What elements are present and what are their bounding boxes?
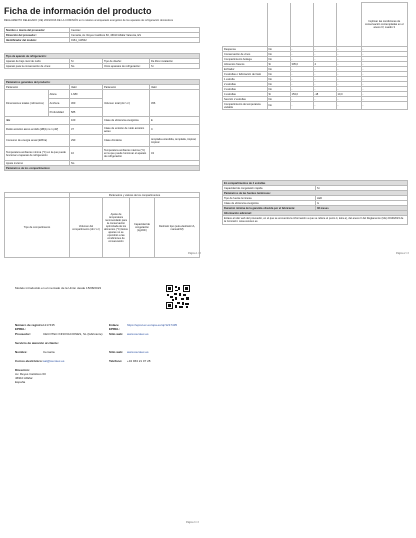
- email-link[interactable]: sat@cecotec.es: [43, 359, 65, 363]
- comp-row-4-defrost: -: [361, 67, 408, 72]
- comp-row-9-yesno: Sí: [267, 92, 290, 97]
- regulation-note: REGLAMENTO DELEGADO (UE) 2019/2016 DE LA COMISIÓN en lo relativo al etiquetado energético de los aparatos de refrigeración domésticos: [4, 19, 174, 22]
- wine-storage-label: Aparato para la conservación de vinos:: [5, 64, 70, 69]
- page-number: Página 3 / 3: [186, 521, 199, 524]
- comp-row-2-yesno: No: [267, 57, 290, 62]
- storage-conditions-head: Implícan las condiciones de conservación contempladas en el anexo IV, cuadro 3: [361, 3, 408, 47]
- comp-row-3-name: Alimentos frescos: [223, 62, 268, 67]
- comp-row-2-freeze: -: [336, 57, 361, 62]
- address-line-2: 46910 Alfafar: [15, 376, 33, 380]
- noise-class-value: C: [150, 125, 200, 135]
- comp-row-3-freeze: -: [336, 62, 361, 67]
- supplier-address-value: Cemarta, Av. Reyes Católicos 60, 46910 Alfafar Valencia, ES: [70, 33, 200, 38]
- width-value: 300: [70, 99, 103, 108]
- page-number: Página 1 / 3: [188, 252, 201, 255]
- noise-value: 37: [70, 125, 103, 135]
- service-name-value: Cemarta: [43, 350, 55, 354]
- comp-row-2-volume: -: [290, 57, 313, 62]
- comp-row-8-name: 3 estrellas: [223, 87, 268, 92]
- supplier-label: Proveedor:: [15, 332, 31, 336]
- comp-row-3-yesno: Sí: [267, 62, 290, 67]
- comp-row-1-name: Conservación de vinos: [223, 52, 268, 57]
- eprel-intro: Modelo introducido en el mercado de la Unión desde 15/08/2023: [15, 286, 102, 290]
- comp-row-0-yesno: No: [267, 47, 290, 52]
- noise-label: Ruido acústico aéreo emitido [dB(A) re 1 pW]: [5, 125, 70, 135]
- comp-row-8-defrost: -: [361, 87, 408, 92]
- comp-row-7-temp: -: [313, 82, 336, 87]
- four-star-section: En compartimentos de 4 estrellas: [223, 181, 408, 186]
- info-row: [15, 332, 205, 341]
- light-section: Parámetros de las fuentes luminosas:: [223, 191, 408, 196]
- dimensions-label: Dimensiones totales (milímetros): [5, 90, 49, 117]
- comp-row-11-defrost: -: [361, 102, 408, 110]
- other-appliance-label: Otros aparatos de refrigeración:: [103, 64, 150, 69]
- comp-row-8-temp: -: [313, 87, 336, 92]
- comp-row-2-name: Compartimiento bodega: [223, 57, 268, 62]
- comp-row-6-temp: -: [313, 77, 336, 82]
- customer-service-label: Servicio de atención al cliente:: [15, 341, 59, 345]
- eprel-number-value: 1217435: [43, 323, 55, 327]
- warranty-value: 36 meses: [316, 206, 408, 211]
- compartments-section: Parámetros de los compartimentos:: [5, 166, 200, 171]
- energy-class-label: Clase de eficiencia energética: [103, 117, 150, 125]
- comp-row-1-yesno: No: [267, 52, 290, 57]
- design-type-value: De libre instalación: [150, 59, 200, 64]
- supplier-name-label: Nombre o marca del proveedor:: [5, 28, 70, 33]
- height-value: 1.680: [70, 90, 103, 99]
- comp-row-3-temp: 4: [313, 62, 336, 67]
- light-type-label: Tipo de fuente luminosa: [223, 196, 316, 201]
- supplier-table: [4, 27, 200, 43]
- info-row: [15, 341, 205, 350]
- comp-row-0-defrost: -: [361, 47, 408, 52]
- depth-label: Profundidad: [48, 108, 69, 117]
- datasheet-page-1: [0, 0, 208, 262]
- annual-energy-label: Consumo de energía anual (kWh/a): [5, 135, 70, 147]
- service-website-link[interactable]: www.cecotec.es: [127, 350, 149, 354]
- climate-class-label: Clase climática:: [103, 135, 150, 147]
- phone-label: Teléfono:: [109, 359, 123, 363]
- light-type-value: LED: [316, 196, 408, 201]
- comp-row-5-temp: -: [313, 72, 336, 77]
- min-temp-label: Temperatura ambiente mínima (°C) en la que puede funcionar el aparato de refrigeración: [5, 147, 70, 161]
- max-temp-label: Temperatura ambiente máxima (°C) en la que puede funcionar el aparato de refrigeración: [103, 147, 150, 161]
- comp-row-1-freeze: -: [336, 52, 361, 57]
- address-label: Dirección:: [15, 368, 30, 372]
- total-volume-label: Volumen total (dm³ o l): [103, 90, 150, 117]
- additional-info-text: Enlace al sitio web del proveedor, en el que se encuentra la información a que se refiere el punto 4, letra a), del anexo II del Reglamento (UE) 2019/2023 de la Comisión: www.cecotec.es: [223, 216, 408, 225]
- four-star-table: [222, 180, 408, 225]
- page-title: Ficha de información del producto: [4, 6, 152, 16]
- wine-storage-value: No: [70, 64, 103, 69]
- service-website-label: Sitio web:: [109, 350, 124, 354]
- comp-row-5-freeze: -: [336, 72, 361, 77]
- noise-class-label: Clase de emisión de ruido acústico aéreo: [103, 125, 150, 135]
- depth-value: 585: [70, 108, 103, 117]
- comp-row-0-volume: -: [290, 47, 313, 52]
- comp-row-8-yesno: No: [267, 87, 290, 92]
- comp-row-6-freeze: -: [336, 77, 361, 82]
- eprel-link[interactable]: https://eprel.ec.europa.eu/qr/1217435: [127, 323, 178, 327]
- fast-freeze-value: Sí: [316, 186, 408, 191]
- comp-defrost-head: Deshielo tipo (auto-deshielo=A, manual=M): [155, 198, 200, 258]
- appliance-type-table: [4, 53, 200, 69]
- comp-row-0-name: Despensa: [223, 47, 268, 52]
- comp-row-4-temp: -: [313, 67, 336, 72]
- comp-row-7-name: 2 estrellas: [223, 82, 268, 87]
- comp-row-6-name: 1 estrella: [223, 77, 268, 82]
- design-type-label: Tipo de diseño:: [103, 59, 150, 64]
- info-row: [15, 323, 205, 332]
- comp-row-7-freeze: -: [336, 82, 361, 87]
- comp-row-7-yesno: No: [267, 82, 290, 87]
- eei-value: 100: [70, 117, 103, 125]
- total-volume-value: 456: [150, 90, 200, 117]
- fast-freeze-label: Capacidad de congelación rápida: [223, 186, 316, 191]
- comp-row-11-name: Compartimiento de temperatura variable: [223, 102, 268, 110]
- general-params-section: Parámetros generales del producto:: [5, 80, 200, 85]
- light-class-label: Clase de eficiencia energética: [223, 201, 316, 206]
- comp-row-5-yesno: No: [267, 72, 290, 77]
- comp-row-9-volume: 153,0: [290, 92, 313, 97]
- eprel-info-block: [15, 323, 205, 384]
- datasheet-page-3: [0, 275, 416, 538]
- low-noise-value: Sí: [70, 59, 103, 64]
- model-id-label: Identificador del modelo:: [5, 38, 70, 43]
- compartment-group-header: Parámetros y valores de los compartimentos: [70, 193, 200, 198]
- page-number: Página 2 / 3: [396, 252, 409, 255]
- supplier-website-link[interactable]: www.cecotec.es: [127, 332, 149, 336]
- supplier-name-value: Cecotec: [70, 28, 200, 33]
- comp-row-10-freeze: -: [336, 97, 361, 102]
- comp-type-head: Tipo de compartimento: [5, 198, 70, 258]
- comp-row-10-name: Sección 2 estrellas: [223, 97, 268, 102]
- comp-row-11-freeze: -: [336, 102, 361, 110]
- light-class-value: G: [316, 201, 408, 206]
- comp-row-11-temp: -: [313, 102, 336, 110]
- value-head-1: Valor: [70, 85, 103, 90]
- compartments-table: [222, 2, 408, 110]
- comp-row-0-temp: -: [313, 47, 336, 52]
- max-temp-value: 43: [150, 147, 200, 161]
- comp-row-3-volume: 305,0: [290, 62, 313, 67]
- comp-row-1-volume: -: [290, 52, 313, 57]
- phone-value: +34 963 21 07 28: [127, 359, 151, 363]
- annual-energy-value: 290: [70, 135, 103, 147]
- comp-row-11-yesno: No: [267, 102, 290, 110]
- comp-row-10-temp: -: [313, 97, 336, 102]
- qr-code-icon: [166, 285, 190, 309]
- comp-row-9-defrost: -: [361, 92, 408, 97]
- comp-row-8-volume: -: [290, 87, 313, 92]
- eei-label: IEE: [5, 117, 70, 125]
- comp-row-2-defrost: -: [361, 57, 408, 62]
- warranty-label: Duración mínima de la garantía ofrecida por el fabricante:: [223, 206, 316, 211]
- comp-row-4-volume: -: [290, 67, 313, 72]
- supplier-address-label: Dirección del proveedor:: [5, 33, 70, 38]
- comp-row-9-temp: -18: [313, 92, 336, 97]
- comp-row-0-freeze: -: [336, 47, 361, 52]
- value-head-2: Valor: [150, 85, 200, 90]
- winter-setting-label: Ajuste invierno: [5, 161, 70, 166]
- comp-row-7-volume: -: [290, 82, 313, 87]
- comp-row-1-temp: -: [313, 52, 336, 57]
- energy-class-value: E: [150, 117, 200, 125]
- supplier-value: CECOTEC INNOVACIONES, SL (fabricante): [43, 332, 103, 336]
- param-head-2: Parámetro: [103, 85, 150, 90]
- comp-row-10-volume: -: [290, 97, 313, 102]
- climate-class-value: templada extendida, templada, tropical, tropical: [150, 135, 200, 147]
- param-head-1: Parámetro: [5, 85, 70, 90]
- comp-row-4-name: Enfriador: [223, 67, 268, 72]
- comp-row-10-yesno: No: [267, 97, 290, 102]
- info-row: [15, 350, 205, 359]
- comp-row-4-freeze: -: [336, 67, 361, 72]
- address-line-1: Av. Reyes Católicos 60: [15, 372, 46, 376]
- other-appliance-value: Sí: [150, 64, 200, 69]
- additional-info-section: Información adicional:: [223, 211, 408, 216]
- eprel-number-label: Número de registro EPREL:: [15, 323, 43, 331]
- info-row: [15, 359, 205, 368]
- comp-row-7-defrost: -: [361, 82, 408, 87]
- comp-row-2-temp: -: [313, 57, 336, 62]
- comp-row-6-defrost: -: [361, 77, 408, 82]
- compartment-header-table: [4, 192, 200, 258]
- eprel-link-label: Enlace EPREL:: [109, 323, 121, 331]
- datasheet-page-2: [210, 0, 416, 262]
- email-label: Correo electrónico:: [15, 359, 43, 363]
- comp-row-9-name: 4 estrellas: [223, 92, 268, 97]
- width-label: Anchura: [48, 99, 69, 108]
- comp-volume-head: Volumen del compartimento (dm³ o l): [70, 198, 103, 258]
- height-label: Altura: [48, 90, 69, 99]
- comp-row-5-name: 0 estrellas o fabricación de hielo: [223, 72, 268, 77]
- comp-row-8-freeze: -: [336, 87, 361, 92]
- comp-row-3-defrost: -: [361, 62, 408, 67]
- comp-row-4-yesno: No: [267, 67, 290, 72]
- winter-setting-value: No: [70, 161, 200, 166]
- comp-row-11-volume: -: [290, 102, 313, 110]
- comp-row-10-defrost: -: [361, 97, 408, 102]
- comp-row-5-volume: -: [290, 72, 313, 77]
- comp-row-6-volume: -: [290, 77, 313, 82]
- model-id-value: 0161_110542: [70, 38, 200, 43]
- address-line-3: España: [15, 380, 26, 384]
- comp-freeze-head: Capacidad de congelación (kg/24h): [130, 198, 155, 258]
- supplier-website-label: Sitio web:: [109, 332, 124, 336]
- low-noise-label: Aparato de bajo nivel de ruido:: [5, 59, 70, 64]
- comp-row-1-defrost: -: [361, 52, 408, 57]
- comp-row-5-defrost: -: [361, 72, 408, 77]
- comp-temp-head: Ajuste de temperatura recomendado para la conservación optimizada de los alimentos (°C) Estos ajustes no se opondrán a las condiciones de conservación: [103, 198, 130, 258]
- general-params-table: [4, 79, 200, 171]
- appliance-type-section: Tipo de aparato de refrigeración:: [5, 54, 200, 59]
- comp-row-6-yesno: No: [267, 77, 290, 82]
- comp-row-9-freeze: 10,0: [336, 92, 361, 97]
- service-name-label: Nombre:: [15, 350, 28, 354]
- min-temp-value: 10: [70, 147, 103, 161]
